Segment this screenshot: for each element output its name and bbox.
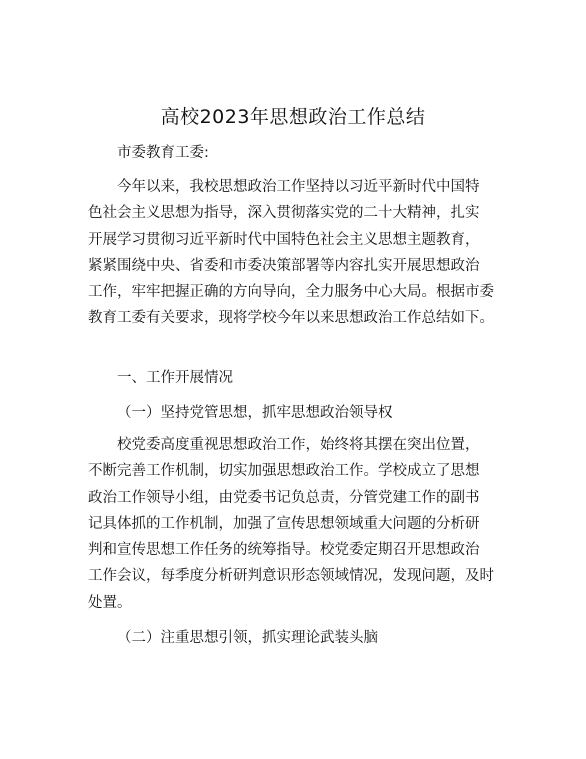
subsection-heading: （二）注重思想引领，抓实理论武装头脑 [117,630,378,646]
intro-line: 开展学习贯彻习近平新时代中国特色社会主义思想主题教育， [88,231,480,248]
intro-line: 教育工委有关要求，现将学校今年以来思想政治工作总结如下。 [88,310,494,327]
intro-line: 紧紧围绕中央、省委和市委决策部署等内容扎实开展思想政治 [88,257,480,274]
section-heading: 一、工作开展情况 [117,370,233,386]
subsection-heading: （一）坚持党管思想，抓牢思想政治领导权 [117,405,393,421]
section-line: 工作会议，每季度分析研判意识形态领域情况，发现问题，及时 [88,568,494,585]
intro-line: 色社会主义思想为指导，深入贯彻落实党的二十大精神，扎实 [88,205,480,222]
section-line: 判和宣传思想工作任务的统筹指导。校党委定期召开思想政治 [88,542,480,559]
section-line: 记具体抓的工作机制，加强了宣传思想领域重大问题的分析研 [88,515,480,532]
section-line: 政治工作领导小组，由党委书记负总责，分管党建工作的副书 [88,489,480,506]
intro-line: 工作，牢牢把握正确的方向导向，全力服务中心大局。根据市委 [88,284,494,301]
section-line: 处置。 [88,594,132,611]
intro-paragraph [88,174,517,332]
section-paragraph [88,432,517,616]
document-title: 高校2023年思想政治工作总结 [160,106,426,128]
salutation: 市委教育工委: [117,145,209,161]
intro-line: 今年以来，我校思想政治工作坚持以习近平新时代中国特 [117,179,480,195]
section-line: 不断完善工作机制，切实加强思想政治工作。学校成立了思想 [88,463,480,480]
section-line: 校党委高度重视思想政治工作，始终将其摆在突出位置， [117,437,480,453]
